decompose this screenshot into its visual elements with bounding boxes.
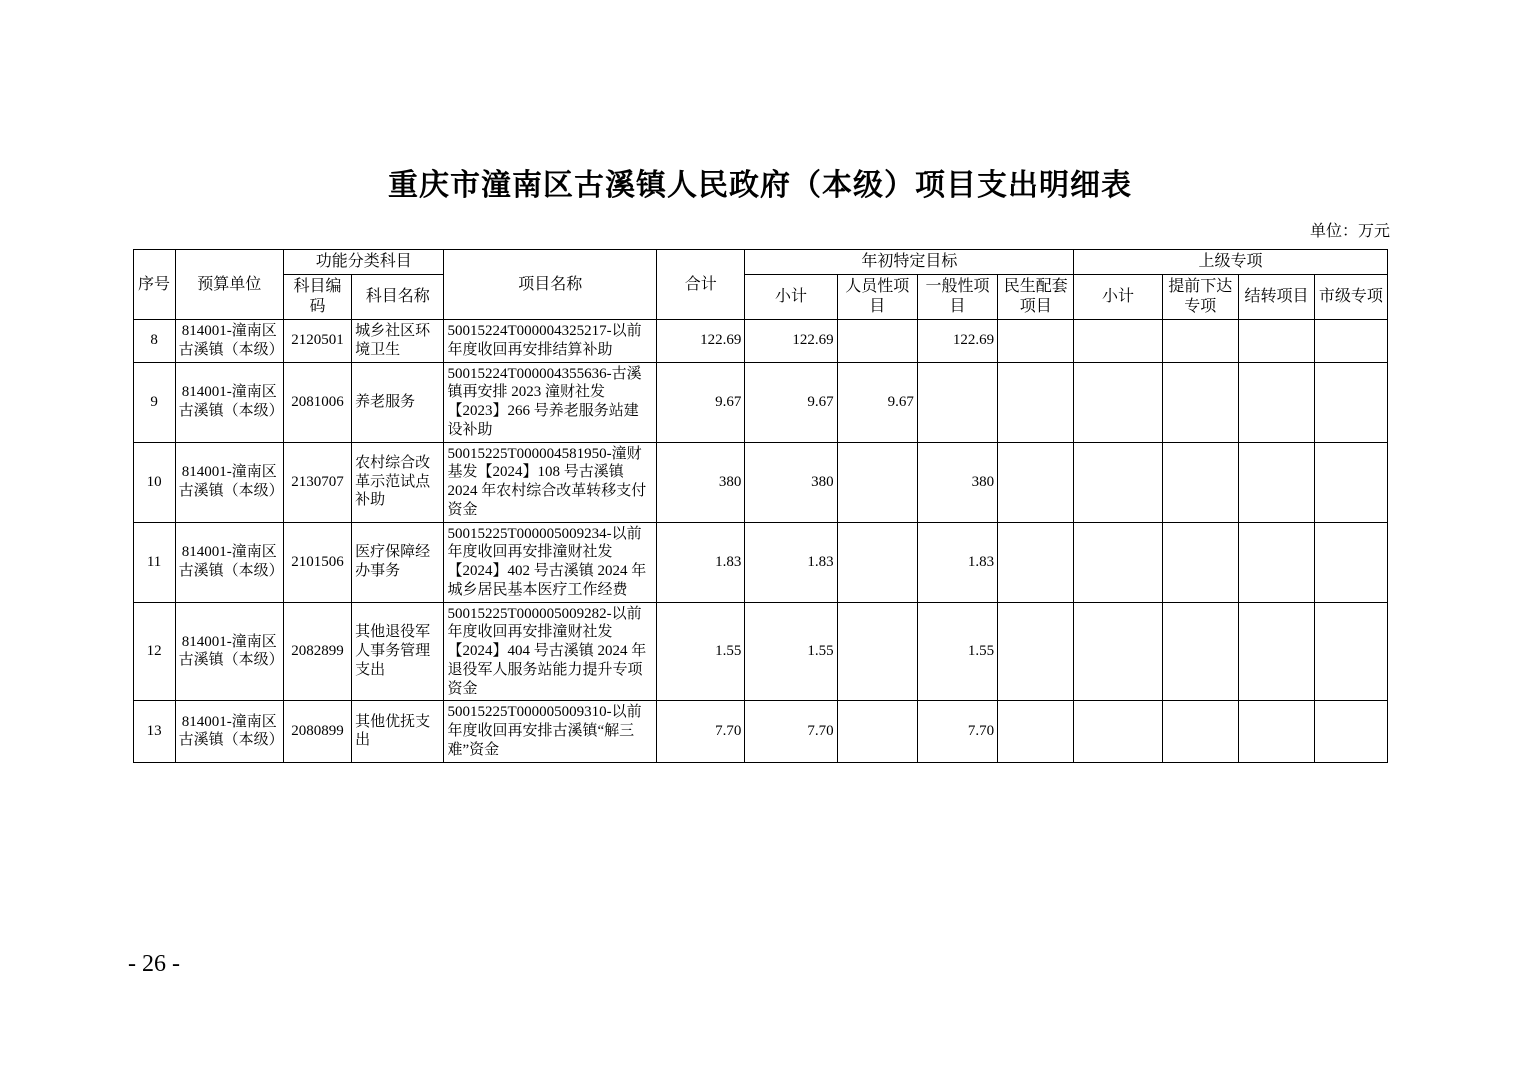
cell-budget-unit: 814001-潼南区古溪镇（本级） [175,320,283,363]
cell-subtotal: 1.83 [745,522,837,602]
cell-advance-issued-special [1162,602,1238,701]
cell-subject-code: 2082899 [283,602,351,701]
cell-subtotal-2 [1074,362,1162,442]
cell-subtotal-2 [1074,701,1162,762]
cell-subject-name: 其他优抚支出 [352,701,444,762]
cell-advance-issued-special [1162,701,1238,762]
cell-city-level-special [1315,442,1387,522]
unit-note: 单位：万元 [1309,223,1390,240]
header-general-project: 一般性项目 [917,275,997,320]
cell-total: 9.67 [657,362,745,442]
cell-total: 7.70 [657,701,745,762]
cell-general-project: 122.69 [917,320,997,363]
cell-budget-unit: 814001-潼南区古溪镇（本级） [175,522,283,602]
cell-subject-name: 农村综合改革示范试点补助 [352,442,444,522]
cell-budget-unit: 814001-潼南区古溪镇（本级） [175,442,283,522]
cell-subject-code: 2101506 [283,522,351,602]
cell-subject-code: 2120501 [283,320,351,363]
cell-city-level-special [1315,362,1387,442]
cell-advance-issued-special [1162,362,1238,442]
cell-livelihood-matching-project [998,362,1074,442]
cell-carryover-project [1238,442,1314,522]
cell-city-level-special [1315,320,1387,363]
cell-budget-unit: 814001-潼南区古溪镇（本级） [175,602,283,701]
cell-personnel-project [837,442,917,522]
cell-subject-name: 城乡社区环境卫生 [352,320,444,363]
cell-subject-code: 2130707 [283,442,351,522]
cell-project-name: 50015225T000005009234-以前年度收回再安排潼财社发【2024】402 号古溪镇 2024 年城乡居民基本医疗工作经费 [444,522,657,602]
cell-general-project: 1.83 [917,522,997,602]
cell-index: 12 [133,602,175,701]
cell-project-name: 50015225T000004581950-潼财基发【2024】108 号古溪镇 2024 年农村综合改革转移支付资金 [444,442,657,522]
cell-total: 380 [657,442,745,522]
cell-general-project: 1.55 [917,602,997,701]
table-row [133,701,1387,762]
budget-table [133,249,1388,763]
budget-table-wrapper [133,249,1388,763]
cell-index: 10 [133,442,175,522]
cell-subtotal-2 [1074,442,1162,522]
cell-index: 11 [133,522,175,602]
cell-subtotal: 9.67 [745,362,837,442]
cell-budget-unit: 814001-潼南区古溪镇（本级） [175,701,283,762]
table-row [133,602,1387,701]
cell-subtotal: 122.69 [745,320,837,363]
cell-index: 9 [133,362,175,442]
cell-project-name: 50015224T000004325217-以前年度收回再安排结算补助 [444,320,657,363]
header-carryover-project: 结转项目 [1238,275,1314,320]
cell-carryover-project [1238,522,1314,602]
cell-personnel-project [837,522,917,602]
header-subtotal: 小计 [745,275,837,320]
cell-subtotal-2 [1074,320,1162,363]
header-subtotal-2: 小计 [1074,275,1162,320]
cell-subject-code: 2080899 [283,701,351,762]
table-header-row-2 [133,275,1387,320]
page-title: 重庆市潼南区古溪镇人民政府（本级）项目支出明细表 [388,169,1132,202]
cell-subject-name: 其他退役军人事务管理支出 [352,602,444,701]
table-row [133,522,1387,602]
cell-total: 1.83 [657,522,745,602]
cell-subtotal-2 [1074,522,1162,602]
table-row [133,320,1387,363]
cell-subtotal: 7.70 [745,701,837,762]
cell-carryover-project [1238,320,1314,363]
cell-livelihood-matching-project [998,701,1074,762]
cell-advance-issued-special [1162,442,1238,522]
header-year-start-target: 年初特定目标 [745,250,1074,275]
cell-personnel-project [837,602,917,701]
cell-total: 1.55 [657,602,745,701]
header-livelihood-matching-project: 民生配套项目 [998,275,1074,320]
cell-general-project: 380 [917,442,997,522]
cell-general-project: 7.70 [917,701,997,762]
cell-carryover-project [1238,701,1314,762]
header-superior-special: 上级专项 [1074,250,1387,275]
header-city-level-special: 市级专项 [1315,275,1387,320]
header-advance-issued-special: 提前下达专项 [1162,275,1238,320]
table-body [133,320,1387,763]
header-index: 序号 [133,250,175,320]
cell-personnel-project [837,701,917,762]
cell-subject-name: 养老服务 [352,362,444,442]
cell-project-name: 50015225T000005009310-以前年度收回再安排古溪镇“解三难”资金 [444,701,657,762]
cell-city-level-special [1315,602,1387,701]
cell-personnel-project: 9.67 [837,362,917,442]
cell-subject-code: 2081006 [283,362,351,442]
header-total: 合计 [657,250,745,320]
cell-total: 122.69 [657,320,745,363]
cell-subject-name: 医疗保障经办事务 [352,522,444,602]
cell-project-name: 50015225T000005009282-以前年度收回再安排潼财社发【2024】404 号古溪镇 2024 年退役军人服务站能力提升专项资金 [444,602,657,701]
cell-carryover-project [1238,362,1314,442]
cell-index: 13 [133,701,175,762]
cell-subtotal: 1.55 [745,602,837,701]
header-personnel-project: 人员性项目 [837,275,917,320]
header-budget-unit: 预算单位 [175,250,283,320]
cell-livelihood-matching-project [998,320,1074,363]
cell-personnel-project [837,320,917,363]
header-subject-code: 科目编码 [283,275,351,320]
table-header [133,250,1387,320]
header-subject-name: 科目名称 [352,275,444,320]
cell-index: 8 [133,320,175,363]
page-number: - 26 - [128,951,180,977]
cell-project-name: 50015224T000004355636-古溪镇再安排 2023 潼财社发【2023】266 号养老服务站建设补助 [444,362,657,442]
cell-city-level-special [1315,701,1387,762]
header-function-category: 功能分类科目 [283,250,444,275]
header-project-name: 项目名称 [444,250,657,320]
cell-city-level-special [1315,522,1387,602]
cell-livelihood-matching-project [998,602,1074,701]
table-row [133,442,1387,522]
cell-advance-issued-special [1162,320,1238,363]
cell-subtotal: 380 [745,442,837,522]
cell-livelihood-matching-project [998,522,1074,602]
table-row [133,362,1387,442]
cell-budget-unit: 814001-潼南区古溪镇（本级） [175,362,283,442]
cell-general-project [917,362,997,442]
cell-carryover-project [1238,602,1314,701]
cell-livelihood-matching-project [998,442,1074,522]
cell-advance-issued-special [1162,522,1238,602]
table-header-row-1 [133,250,1387,275]
cell-subtotal-2 [1074,602,1162,701]
